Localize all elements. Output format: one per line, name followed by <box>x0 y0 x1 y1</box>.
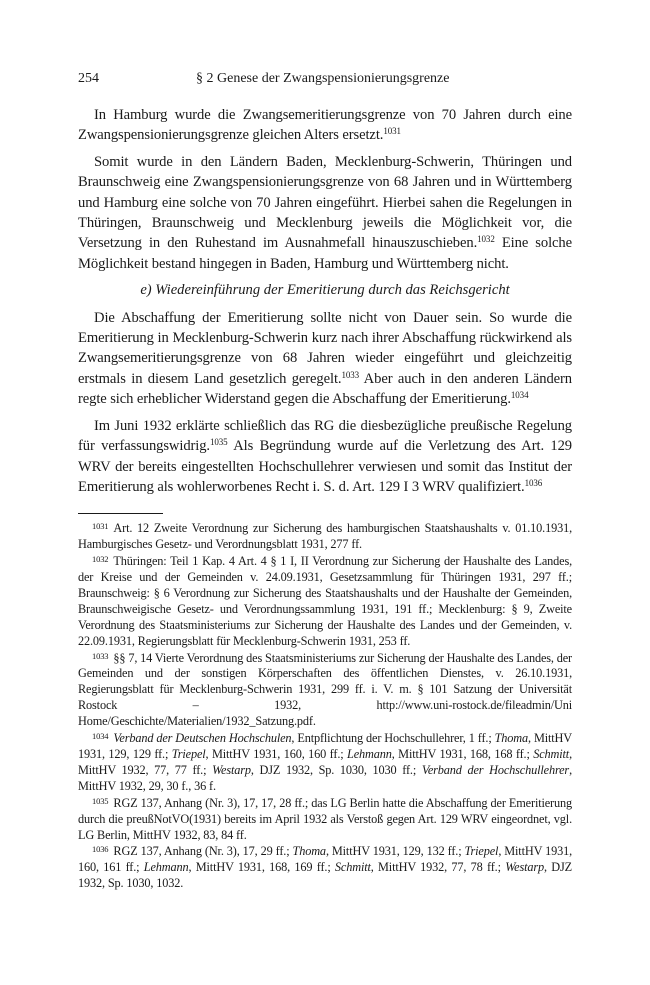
footnote-text: , MittHV 1931, 160, 161 ff.; <box>78 844 573 875</box>
page-number: 254 <box>78 71 99 86</box>
footnote-text: , MittHV 1931, 168, 169 ff.; <box>188 860 335 875</box>
cited-author: Thoma <box>292 844 326 859</box>
footnote-number: 1035 <box>92 795 109 806</box>
footnote-ref[interactable]: 1031 <box>383 126 401 137</box>
footnote-text: RGZ 137, Anhang (Nr. 3), 17, 29 ff.; <box>113 844 293 859</box>
cited-author: Triepel <box>464 844 499 859</box>
footnote-ref[interactable]: 1034 <box>510 390 529 401</box>
footnote-text: RGZ 137, Anhang (Nr. 3), 17, 17, 28 ff.; das LG Berlin hatte die Abschaffung der Emeritierung durch die preußNotVO(1931) bereits im April 1932 als Verstoß gegen Art. 129 WRV eingeordnet, vgl. LG Berlin, MittHV 1932, 83, 84 ff. <box>78 795 572 842</box>
footnote-number: 1036 <box>92 844 109 855</box>
paragraph-summary-laender <box>78 152 572 274</box>
footnote-text: , MittHV 1931, 160, 160 ff.; <box>205 747 348 761</box>
footnote-text: , DJZ 1932, Sp. 1030, 1030 ff.; <box>250 762 422 777</box>
footnote-text: §§ 7, 14 Vierte Verordnung des Staatsministeriums zur Sicherung der Haushalte des Landes, der Gemeinden und der sonstigen Körperschaften des öffentlichen Dienstes, v. 26.10.1931, Regierungsblatt für Mecklenburg-Schwerin 1931, 299 ff. i. V. m. § 101 Satzung der Universität Rostock – 1932, http://www.uni-rostock.de/fileadmin/Uni Home/Geschichte/Materialien/1932_Satzung.pdf. <box>78 650 572 729</box>
footnote-1031 <box>78 521 572 553</box>
footnote-ref[interactable]: 1033 <box>341 369 360 380</box>
footnote-ref[interactable]: 1032 <box>477 234 495 245</box>
footnote-text: , DJZ 1932, Sp. 1030, 1032. <box>78 860 572 891</box>
footnote-text: , MittHV 1932, 77, 78 ff.; <box>370 860 506 875</box>
footnote-number: 1032 <box>92 554 109 565</box>
footnote-1036 <box>78 844 572 892</box>
footnote-text: , Entpflichtung der Hochschullehrer, 1 ff.; <box>291 731 495 746</box>
cited-author: Thoma <box>494 731 529 746</box>
section-subheading: e) Wiedereinführung der Emeritierung durch das Reichsgericht <box>140 282 510 299</box>
footnote-text: Thüringen: Teil 1 Kap. 4 Art. 4 § 1 I, II Verordnung zur Sicherung der Haushalte des Landes, der Kreise und der Gemeinden v. 24.09.1931, Gesetzsammlung für Thüringen 1931, 297 ff.; Braunschweig: § 6 Verordnung zur Sicherung des Staatshaushalts und der Haushalte der Gemeinden, Braunschweigische Gesetz- und Verordnungssammlung 1931, 191 ff.; Mecklenburg: § 9, Zweite Verordnung des Staatsministeriums zur Sicherung der Haushalte des Landes und der Gemeinden, v. 22.09.1931, Regierungsblatt für Mecklenburg-Schwerin 1931, 253 ff. <box>78 554 572 648</box>
footnote-ref[interactable]: 1036 <box>524 477 543 488</box>
footnote-number: 1033 <box>92 650 109 661</box>
cited-author: Verband der Deutschen Hochschulen <box>113 731 292 746</box>
paragraph-hamburg <box>78 105 572 146</box>
paragraph-text: In Hamburg wurde die Zwangsemeritierungsgrenze von 70 Jahren durch eine Zwangspensionierungsgrenze gleichen Alters ersetzt. <box>78 107 572 144</box>
cited-author: Triepel <box>171 747 206 761</box>
footnote-1032 <box>78 554 572 649</box>
footnote-text: , MittHV 1932, 29, 30 f., 36 f. <box>78 762 573 793</box>
cited-author: Westarp <box>212 762 251 777</box>
paragraph-text: Als Begründung wurde auf die Verletzung des Art. 129 WRV der bereits eingestellten Hochschullehrer verwiesen und somit das Institut der Emeritierung als wohlerworbenes Recht i. S. d. Art. 129 I 3 WRV qualifiziert. <box>78 438 572 495</box>
cited-author: Lehmann <box>143 860 189 875</box>
footnote-text: , MittHV 1931, 168, 168 ff.; <box>391 747 534 761</box>
footnote-text: , MittHV 1931, 129, 132 ff.; <box>325 844 465 859</box>
paragraph-abschaffung <box>78 308 572 410</box>
footnote-text: , MittHV 1931, 129, 129 ff.; <box>78 731 572 761</box>
running-header <box>78 70 572 88</box>
running-title: § 2 Genese der Zwangspensionierungsgrenze <box>196 71 450 86</box>
cited-author: Schmitt <box>334 860 371 875</box>
paragraph-text: Die Abschaffung der Emeritierung sollte nicht von Dauer sein. So wurde die Emeritierung in Mecklenburg-Schwerin kurz nach ihrer Abschaffung rückwirkend als Zwangsemeritierungsgrenze von 68 Jahren wieder eingeführt und gleichzeitig erstmals in diesem Land gesetzlich geregelt. <box>78 309 572 387</box>
footnote-divider <box>78 513 163 514</box>
footnote-number: 1034 <box>92 731 109 742</box>
footnote-text: , MittHV 1932, 77, 77 ff.; <box>78 747 573 777</box>
paragraph-text: Eine solche Möglichkeit bestand hingegen in Baden, Hamburg und Württemberg nicht. <box>78 235 572 272</box>
paragraph-text: Aber auch in den anderen Ländern regte sich erheblicher Widerstand gegen die Abschaffung der Emeritierung. <box>78 370 572 408</box>
paragraph-text: Somit wurde in den Ländern Baden, Mecklenburg-Schwerin, Thüringen und Braunschweig eine Zwangspensionierungsgrenze von 68 Jahren und in Württemberg und Hamburg eine solche von 70 Jahren eingeführt. Hierbei sahen die Regelungen in Thüringen, Braunschweig und Mecklenburg jeweils die Möglichkeit vor, die Versetzung in den Ruhestand im Ausnahmefall hinauszuschieben. <box>78 153 572 252</box>
footnote-text: Art. 12 Zweite Verordnung zur Sicherung des hamburgischen Staatshaushalts v. 01.10.1931, Hamburgisches Gesetz- und Verordnungsblatt 1931, 277 ff. <box>78 521 572 552</box>
cited-author: Lehmann <box>347 747 392 761</box>
footnote-1033 <box>78 651 572 731</box>
paragraph-rg-urteil <box>78 416 572 498</box>
footnote-ref[interactable]: 1035 <box>209 437 228 448</box>
paragraph-text: Im Juni 1932 erklärte schließlich das RG die diesbezügliche preußische Regelung für verfassungswidrig. <box>78 417 572 455</box>
book-page <box>78 70 572 893</box>
footnote-1034 <box>78 731 572 795</box>
cited-author: Westarp <box>505 860 545 875</box>
footnote-number: 1031 <box>92 521 109 532</box>
cited-author: Verband der Hochschullehrer <box>421 762 570 777</box>
cited-author: Schmitt <box>533 747 570 761</box>
footnote-1035 <box>78 796 572 844</box>
